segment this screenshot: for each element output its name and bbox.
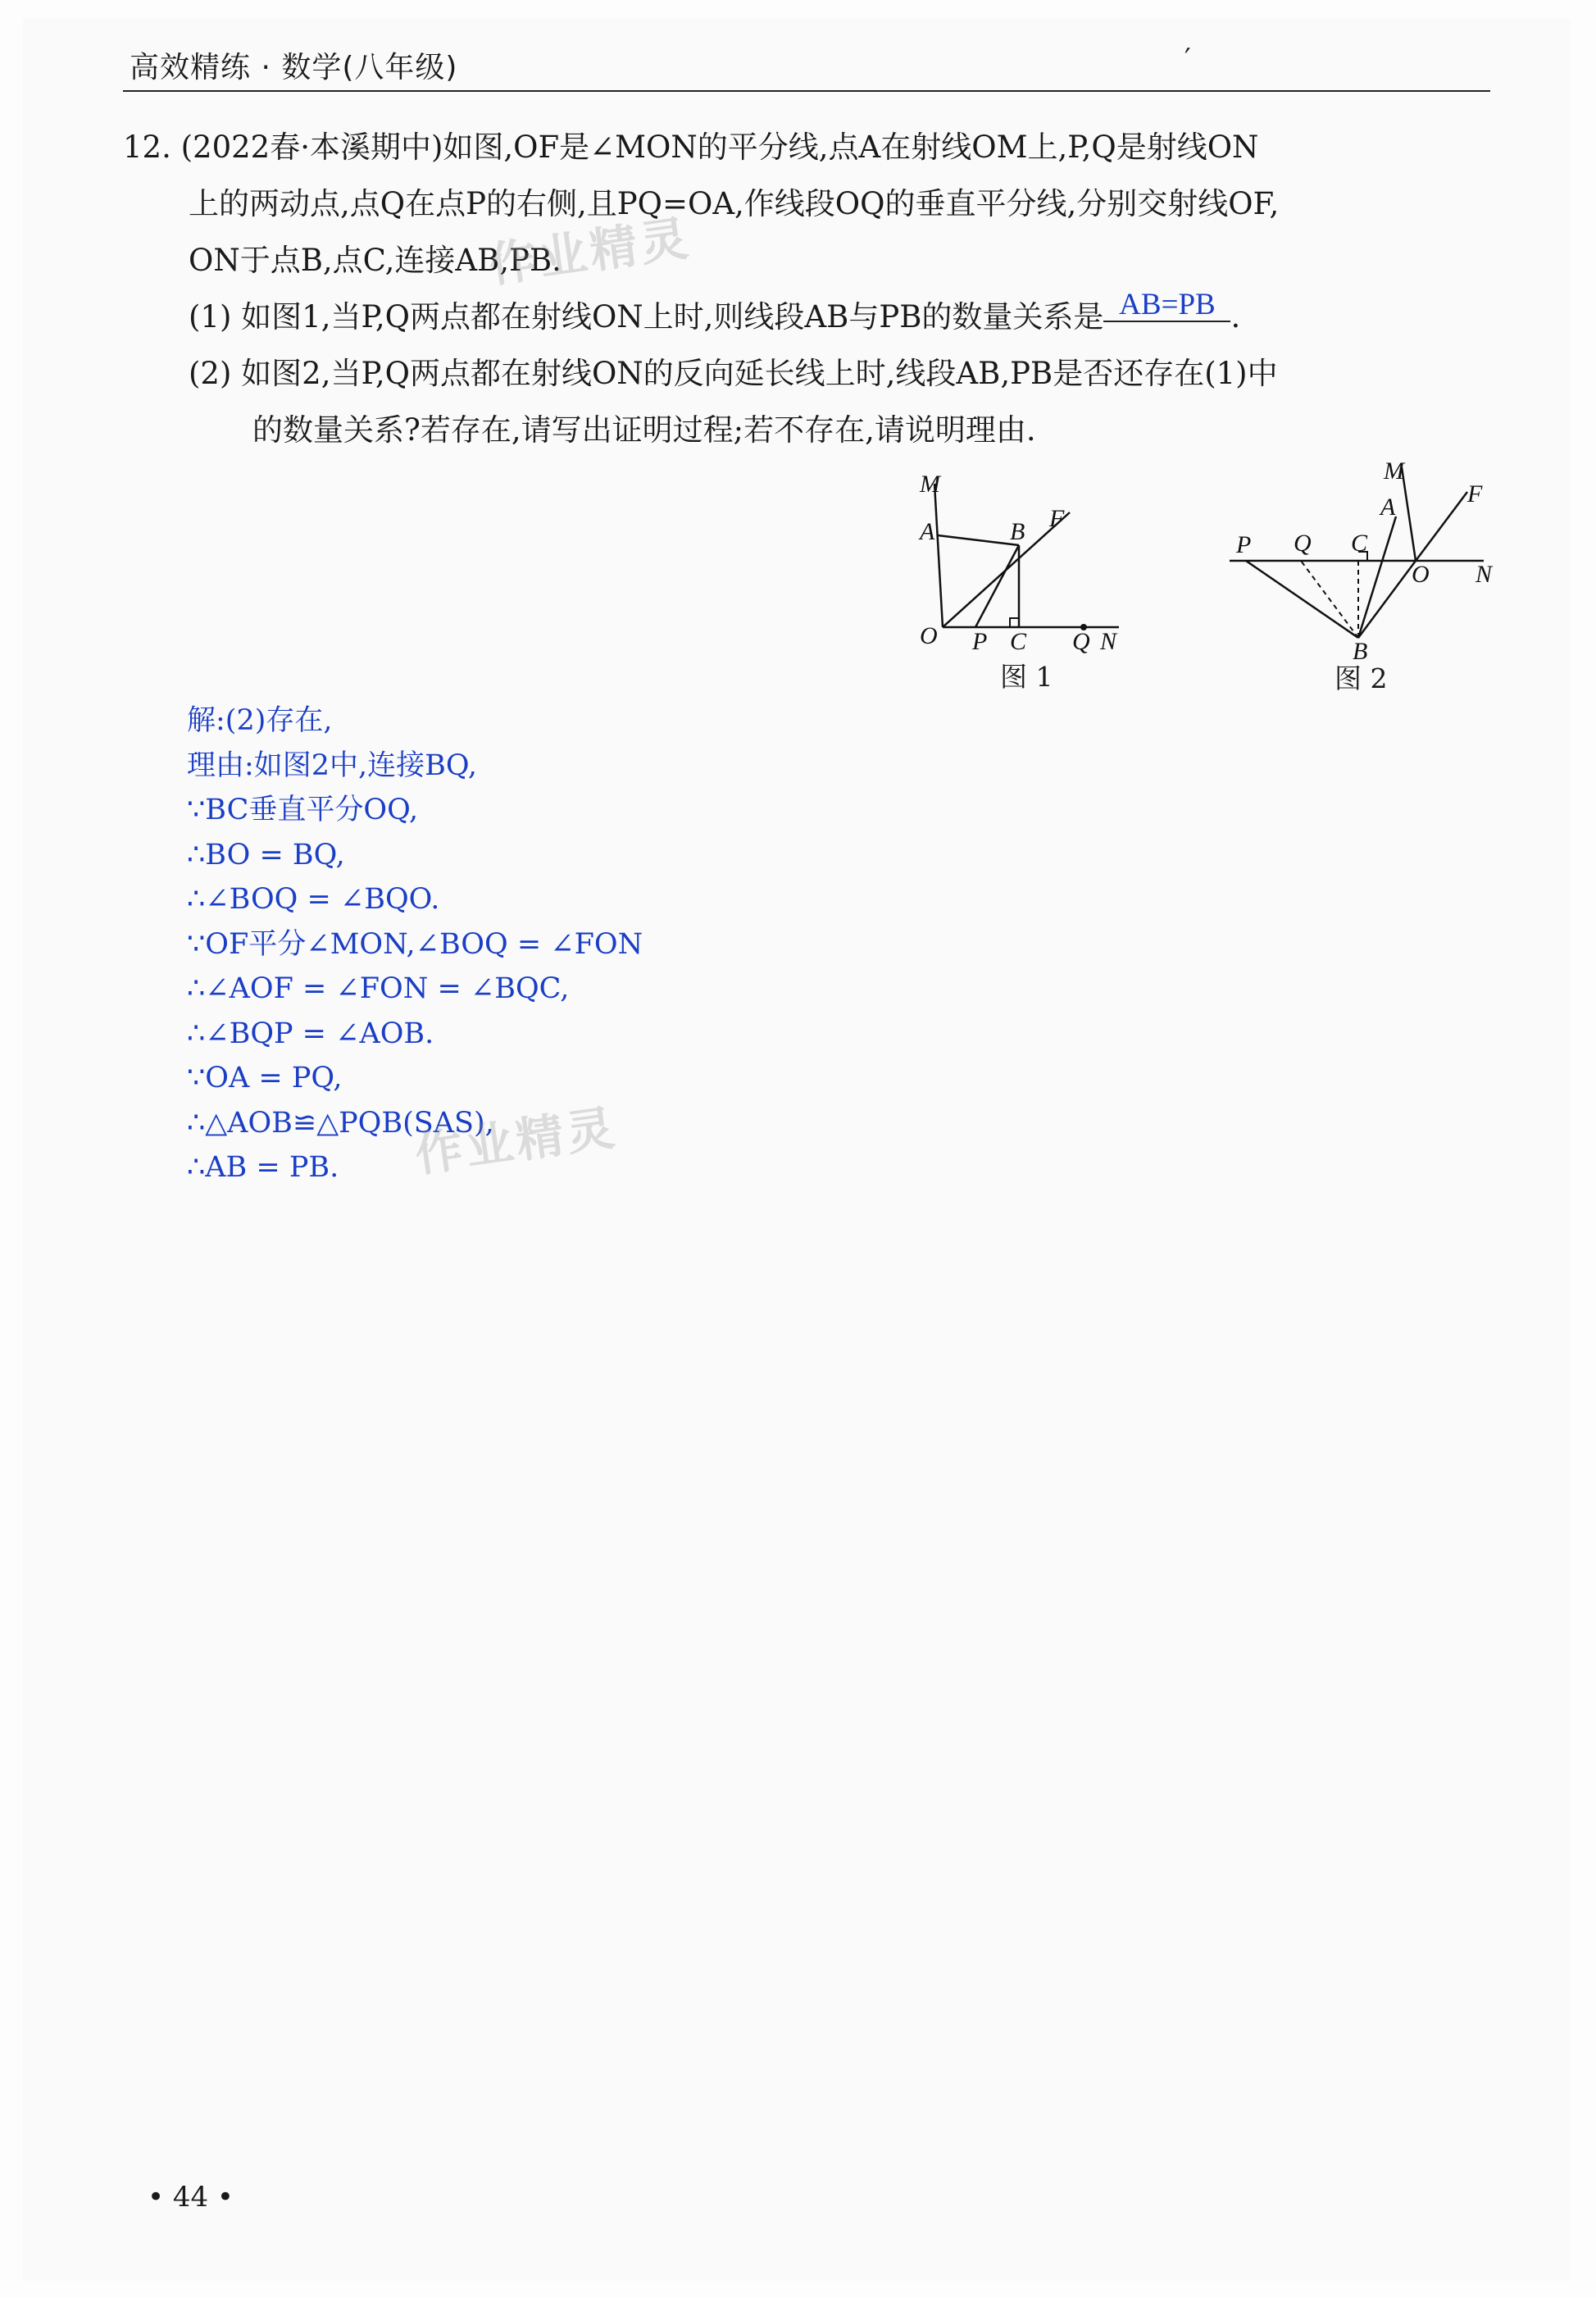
solution-line: ∵BC垂直平分OQ,: [187, 794, 419, 826]
label-n: N: [1476, 561, 1493, 588]
label-m: M: [1384, 459, 1404, 485]
label-f: F: [1467, 480, 1483, 507]
watermark: 作业精灵: [485, 210, 695, 294]
problem-line-2: 上的两动点,点Q在点P的右侧,且PQ=OA,作线段OQ的垂直平分线,分别交射线OF,: [189, 186, 1280, 221]
label-b: B: [1353, 638, 1368, 664]
label-q: Q: [1072, 628, 1090, 655]
solution-line: ∴△AOB≌△PQB(SAS),: [187, 1106, 494, 1140]
figure-1-caption: 图 1: [1000, 661, 1053, 693]
label-o: O: [1412, 561, 1430, 588]
label-c: C: [1351, 530, 1368, 557]
label-b: B: [1010, 518, 1025, 545]
label-o: O: [920, 622, 938, 649]
ray-of: [1416, 492, 1467, 561]
label-q: Q: [1294, 530, 1312, 557]
label-p: P: [972, 628, 988, 655]
segment-pb: [975, 545, 1019, 627]
solution-line: ∴∠BOQ = ∠BQO.: [187, 883, 440, 916]
solution-line: ∴∠BQP = ∠AOB.: [187, 1017, 434, 1050]
label-a: A: [1380, 494, 1396, 521]
figure-1: [910, 467, 1148, 693]
figure-2-caption: 图 2: [1335, 662, 1388, 694]
right-angle-mark: [1010, 618, 1019, 627]
part-1-suffix: .: [1230, 299, 1241, 334]
solution-line: ∵OA = PQ,: [187, 1062, 343, 1094]
part-2-question-line-2: 的数量关系?若存在,请写出证明过程;若不存在,请说明理由.: [252, 412, 1036, 448]
solution-line: ∵OF平分∠MON,∠BOQ = ∠FON: [187, 927, 643, 961]
problem-line-1: 12. (2022春·本溪期中)如图,OF是∠MON的平分线,点A在射线OM上,P,Q是射线ON: [123, 130, 1259, 165]
segment-qb-dashed: [1301, 561, 1358, 638]
label-f: F: [1049, 505, 1065, 532]
part-1-question: [189, 289, 1240, 345]
label-c: C: [1010, 628, 1027, 655]
solution-line: 理由:如图2中,连接BQ,: [187, 749, 477, 782]
part-1-answer: AB=PB: [1103, 289, 1230, 322]
label-m: M: [920, 471, 940, 498]
solution-line: ∴AB = PB.: [187, 1151, 339, 1184]
label-p: P: [1236, 531, 1252, 558]
figure-2: [1221, 459, 1508, 694]
segment-ob: [1358, 561, 1416, 638]
header-title: 高效精练 · 数学(八年级): [130, 51, 458, 84]
watermark: 作业精灵: [412, 1099, 621, 1183]
figure-1-diagram: [910, 467, 1148, 664]
page-number: • 44 •: [148, 2181, 234, 2214]
header-rule: [123, 90, 1490, 92]
label-n: N: [1100, 628, 1117, 655]
problem-line-3: ON于点B,点C,连接AB,PB.: [189, 243, 562, 278]
solution-line: 解:(2)存在,: [187, 704, 333, 737]
part-2-question-line-1: (2) 如图2,当P,Q两点都在射线ON的反向延长线上时,线段AB,PB是否还存在(1)中: [189, 356, 1278, 391]
part-1-text: (1) 如图1,当P,Q两点都在射线ON上时,则线段AB与PB的数量关系是: [189, 299, 1104, 334]
solution-line: ∴∠AOF = ∠FON = ∠BQC,: [187, 972, 570, 1005]
ray-om: [934, 484, 943, 627]
header-mark: ′: [1184, 43, 1191, 75]
segment-pb: [1246, 561, 1358, 638]
solution-line: ∴BO = BQ,: [187, 838, 345, 871]
segment-ab: [938, 535, 1019, 545]
figure-2-diagram: [1221, 459, 1508, 664]
label-a: A: [920, 518, 935, 545]
